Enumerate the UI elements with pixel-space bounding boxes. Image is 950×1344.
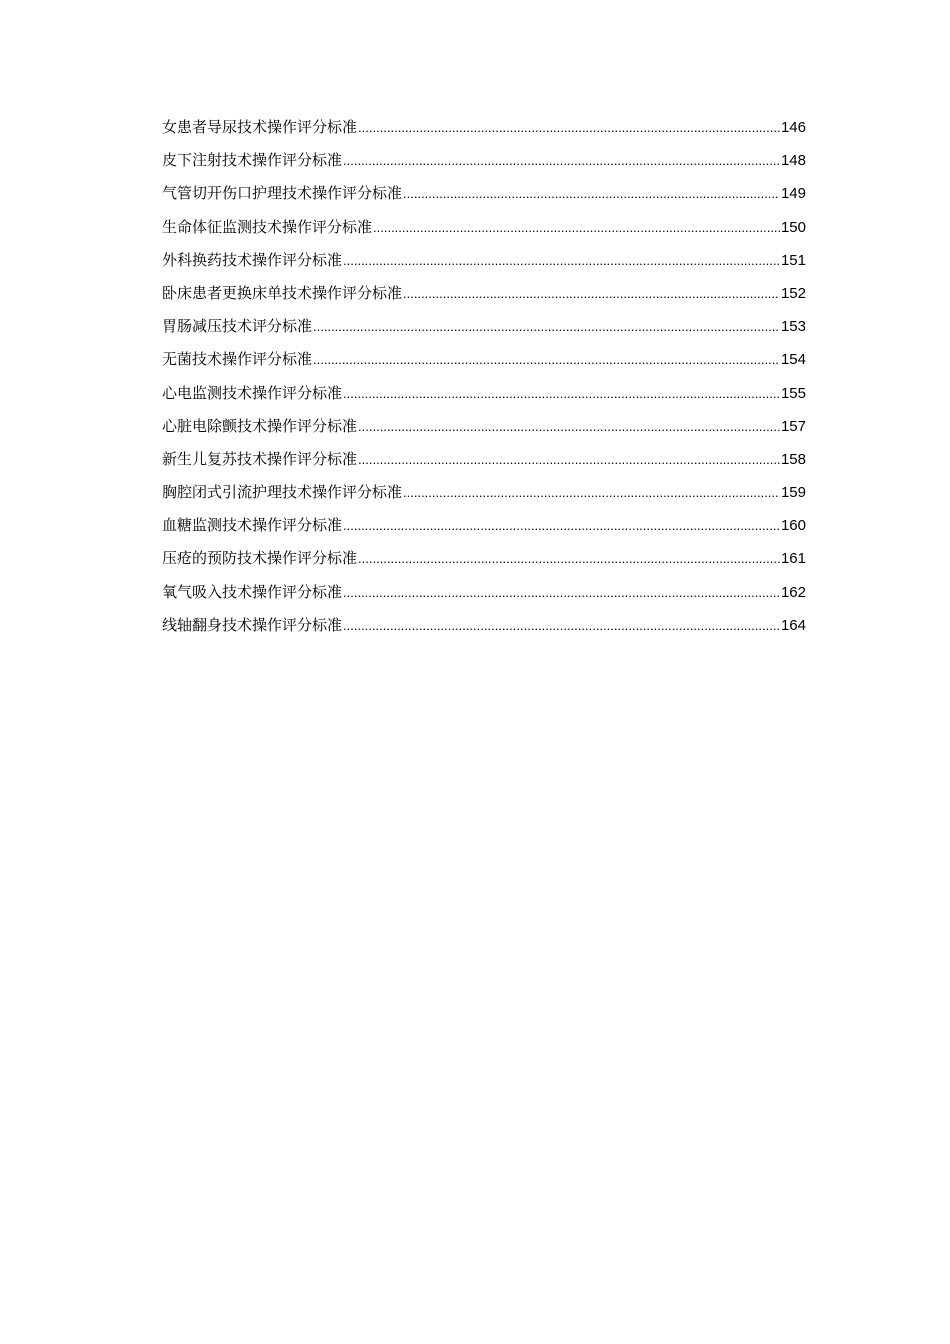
toc-entry-page-number: 149 — [780, 185, 806, 203]
toc-dot-leader — [343, 147, 780, 175]
toc-entry-title: 血糖监测技术操作评分标准 — [162, 516, 343, 535]
toc-entry[interactable] — [162, 611, 806, 644]
toc-entry-title: 线轴翻身技术操作评分标准 — [162, 615, 343, 634]
toc-dot-leader — [403, 479, 780, 507]
toc-entry-title: 生命体征监测技术操作评分标准 — [162, 217, 373, 236]
toc-dot-leader — [343, 612, 780, 640]
toc-dot-leader — [358, 413, 780, 441]
toc-entry-page-number: 151 — [780, 251, 806, 269]
toc-entry[interactable] — [162, 279, 806, 312]
toc-dot-leader — [403, 180, 780, 208]
toc-entry-title: 外科换药技术操作评分标准 — [162, 250, 343, 269]
toc-dot-leader — [358, 545, 780, 573]
toc-entry[interactable] — [162, 478, 806, 511]
toc-entry-title: 压疮的预防技术操作评分标准 — [162, 549, 358, 568]
toc-entry-title: 无菌技术操作评分标准 — [162, 350, 313, 369]
toc-entry[interactable] — [162, 544, 806, 577]
toc-entry-page-number: 157 — [780, 417, 806, 435]
toc-entry-title: 心脏电除颤技术操作评分标准 — [162, 416, 358, 435]
toc-entry-page-number: 150 — [780, 218, 806, 236]
toc-entry-page-number: 158 — [780, 450, 806, 468]
toc-entry[interactable] — [162, 246, 806, 279]
toc-entry[interactable] — [162, 179, 806, 212]
toc-entry[interactable] — [162, 113, 806, 146]
toc-dot-leader — [343, 512, 780, 540]
toc-dot-leader — [403, 280, 780, 308]
toc-dot-leader — [313, 313, 780, 341]
toc-entry-page-number: 152 — [780, 284, 806, 302]
toc-dot-leader — [343, 380, 780, 408]
toc-entry-page-number: 154 — [780, 351, 806, 369]
toc-entry-page-number: 148 — [780, 152, 806, 170]
table-of-contents — [162, 113, 806, 644]
toc-entry-title: 新生儿复苏技术操作评分标准 — [162, 449, 358, 468]
toc-entry-title: 女患者导尿技术操作评分标准 — [162, 118, 358, 136]
toc-entry-title: 气管切开伤口护理技术操作评分标准 — [162, 184, 403, 203]
toc-entry-page-number: 155 — [780, 384, 806, 402]
toc-entry-page-number: 159 — [780, 484, 806, 502]
toc-entry-title: 氧气吸入技术操作评分标准 — [162, 582, 343, 601]
toc-entry-title: 皮下注射技术操作评分标准 — [162, 151, 343, 170]
toc-dot-leader — [313, 346, 780, 374]
toc-entry-page-number: 160 — [780, 517, 806, 535]
toc-entry-page-number: 161 — [780, 550, 806, 568]
toc-entry[interactable] — [162, 345, 806, 378]
toc-entry-page-number: 153 — [780, 318, 806, 336]
toc-entry-title: 心电监测技术操作评分标准 — [162, 383, 343, 402]
toc-entry-page-number: 146 — [780, 119, 806, 136]
toc-entry[interactable] — [162, 379, 806, 412]
toc-dot-leader — [343, 579, 780, 607]
toc-entry[interactable] — [162, 312, 806, 345]
toc-entry[interactable] — [162, 511, 806, 544]
toc-dot-leader — [358, 446, 780, 474]
toc-entry-title: 胸腔闭式引流护理技术操作评分标准 — [162, 483, 403, 502]
toc-entry-page-number: 164 — [780, 616, 806, 634]
toc-entry-title: 胃肠减压技术评分标准 — [162, 317, 313, 336]
toc-entry[interactable] — [162, 213, 806, 246]
toc-entry-page-number: 162 — [780, 583, 806, 601]
toc-dot-leader — [373, 214, 780, 242]
toc-dot-leader — [343, 247, 780, 275]
toc-dot-leader — [358, 114, 780, 142]
toc-entry-title: 卧床患者更换床单技术操作评分标准 — [162, 283, 403, 302]
toc-entry[interactable] — [162, 445, 806, 478]
toc-entry[interactable] — [162, 578, 806, 611]
toc-entry[interactable] — [162, 412, 806, 445]
toc-entry[interactable] — [162, 146, 806, 179]
